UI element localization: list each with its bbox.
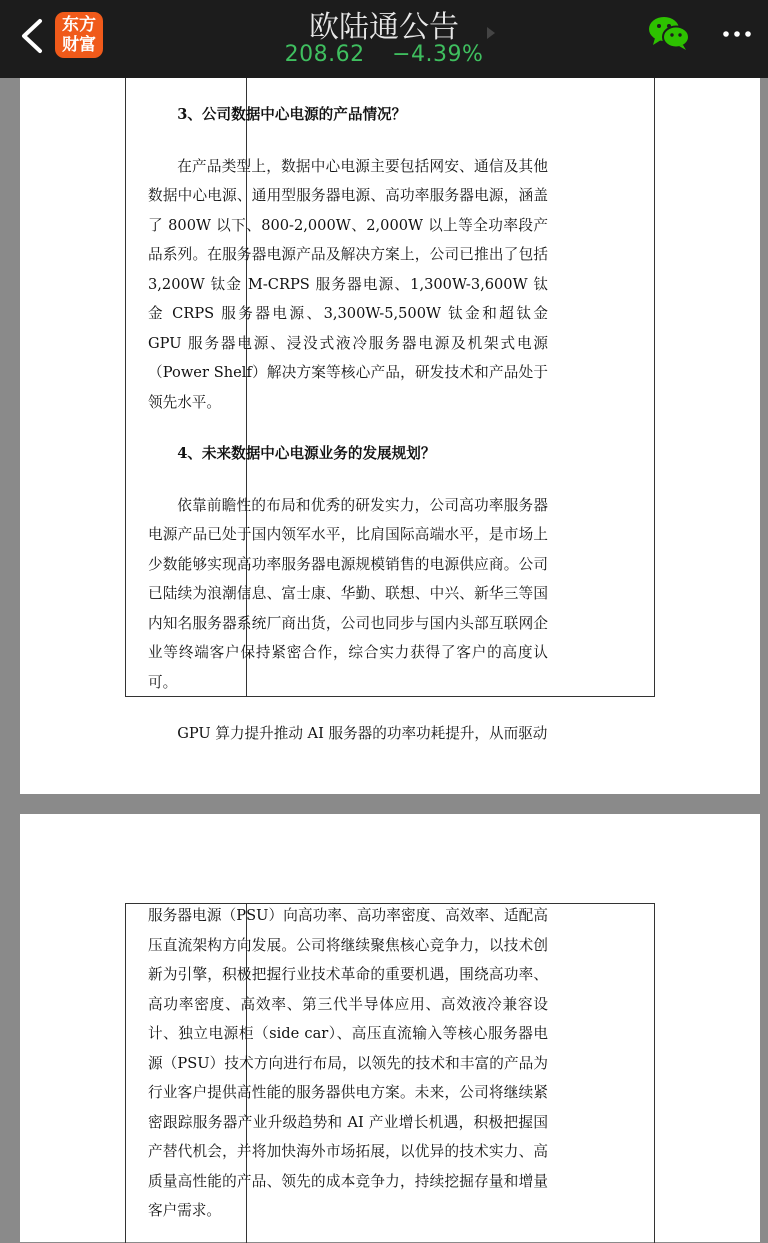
answer-text-block-continued [148, 901, 548, 1226]
top-bar [0, 0, 768, 78]
question-4-answer-para2: GPU 算力提升推动 AI 服务器的功率功耗提升，从而驱动 [177, 725, 548, 742]
document-page-2 [20, 814, 760, 1242]
stock-change-pct: −4.39% [392, 42, 484, 67]
logo-line2: 财富 [62, 35, 96, 55]
page-title: 欧陆通公告 [309, 10, 459, 45]
question-4-answer-continued: 服务器电源（PSU）向高功率、高功率密度、高效率、适配高压直流架构方向发展。公司将继续聚焦核心竞争力，以技术创新为引擎，积极把握行业技术革命的重要机遇，围绕高功率、高功率密度、高效率、第三代半导体应用、高效液冷兼容设计、独立电源柜（side car）、高压直流输入等核心服务器电源（PSU）技术方向进行布局，以领先的技术和丰富的产品为行业客户提供高性能的服务器供电方案。未来，公司将继续紧密跟踪服务器产业升级趋势和 AI 产业增长机遇，积极把握国产替代机会，并将加快海外市场拓展，以优异的技术实力、高质量高性能的产品、领先的成本竞争力，持续挖掘存量和增量客户需求。 [148, 907, 548, 1219]
document-page-1 [20, 78, 760, 794]
stock-price: 208.62 [284, 42, 365, 67]
more-icon[interactable] [720, 24, 756, 44]
question-4-answer-para1: 依靠前瞻性的布局和优秀的研发实力，公司高功率服务器电源产品已处于国内领军水平，比肩国际高端水平，是市场上少数能够实现高功率服务器电源规模销售的电源供应商。公司已陆续为浪潮信息、富士康、华勤、联想、中兴、新华三等国内知名服务器系统厂商出货，公司也同步与国内头部互联网企业等终端客户保持紧密合作，综合实力获得了客户的高度认可。 [148, 496, 548, 691]
answer-text-block [148, 100, 548, 749]
wechat-icon[interactable] [647, 15, 691, 51]
logo-line1: 东方 [62, 15, 96, 35]
question-3-answer: 在产品类型上，数据中心电源主要包括网安、通信及其他数据中心电源、通用型服务器电源、高功率服务器电源，涵盖了 800W 以下、800-2,000W、2,000W 以上等全功率段产品系列。在服务器电源产品及解决方案上，公司已推出了包括 3,200W 钛金 M-CRPS 服务器电源、1,300W-3,600W 钛金 CRPS 服务器电源、3,300W-5,500W 钛金和超钛金 GPU 服务器电源、浸没式液冷服务器电源及机架式电源（Power Shelf）解决方案等核心产品，研发技术和产品处于领先水平。 [148, 157, 548, 411]
question-3-heading: 3、公司数据中心电源的产品情况？ [177, 106, 407, 123]
play-icon [487, 27, 495, 39]
question-4-heading: 4、未来数据中心电源业务的发展规划？ [177, 445, 436, 462]
